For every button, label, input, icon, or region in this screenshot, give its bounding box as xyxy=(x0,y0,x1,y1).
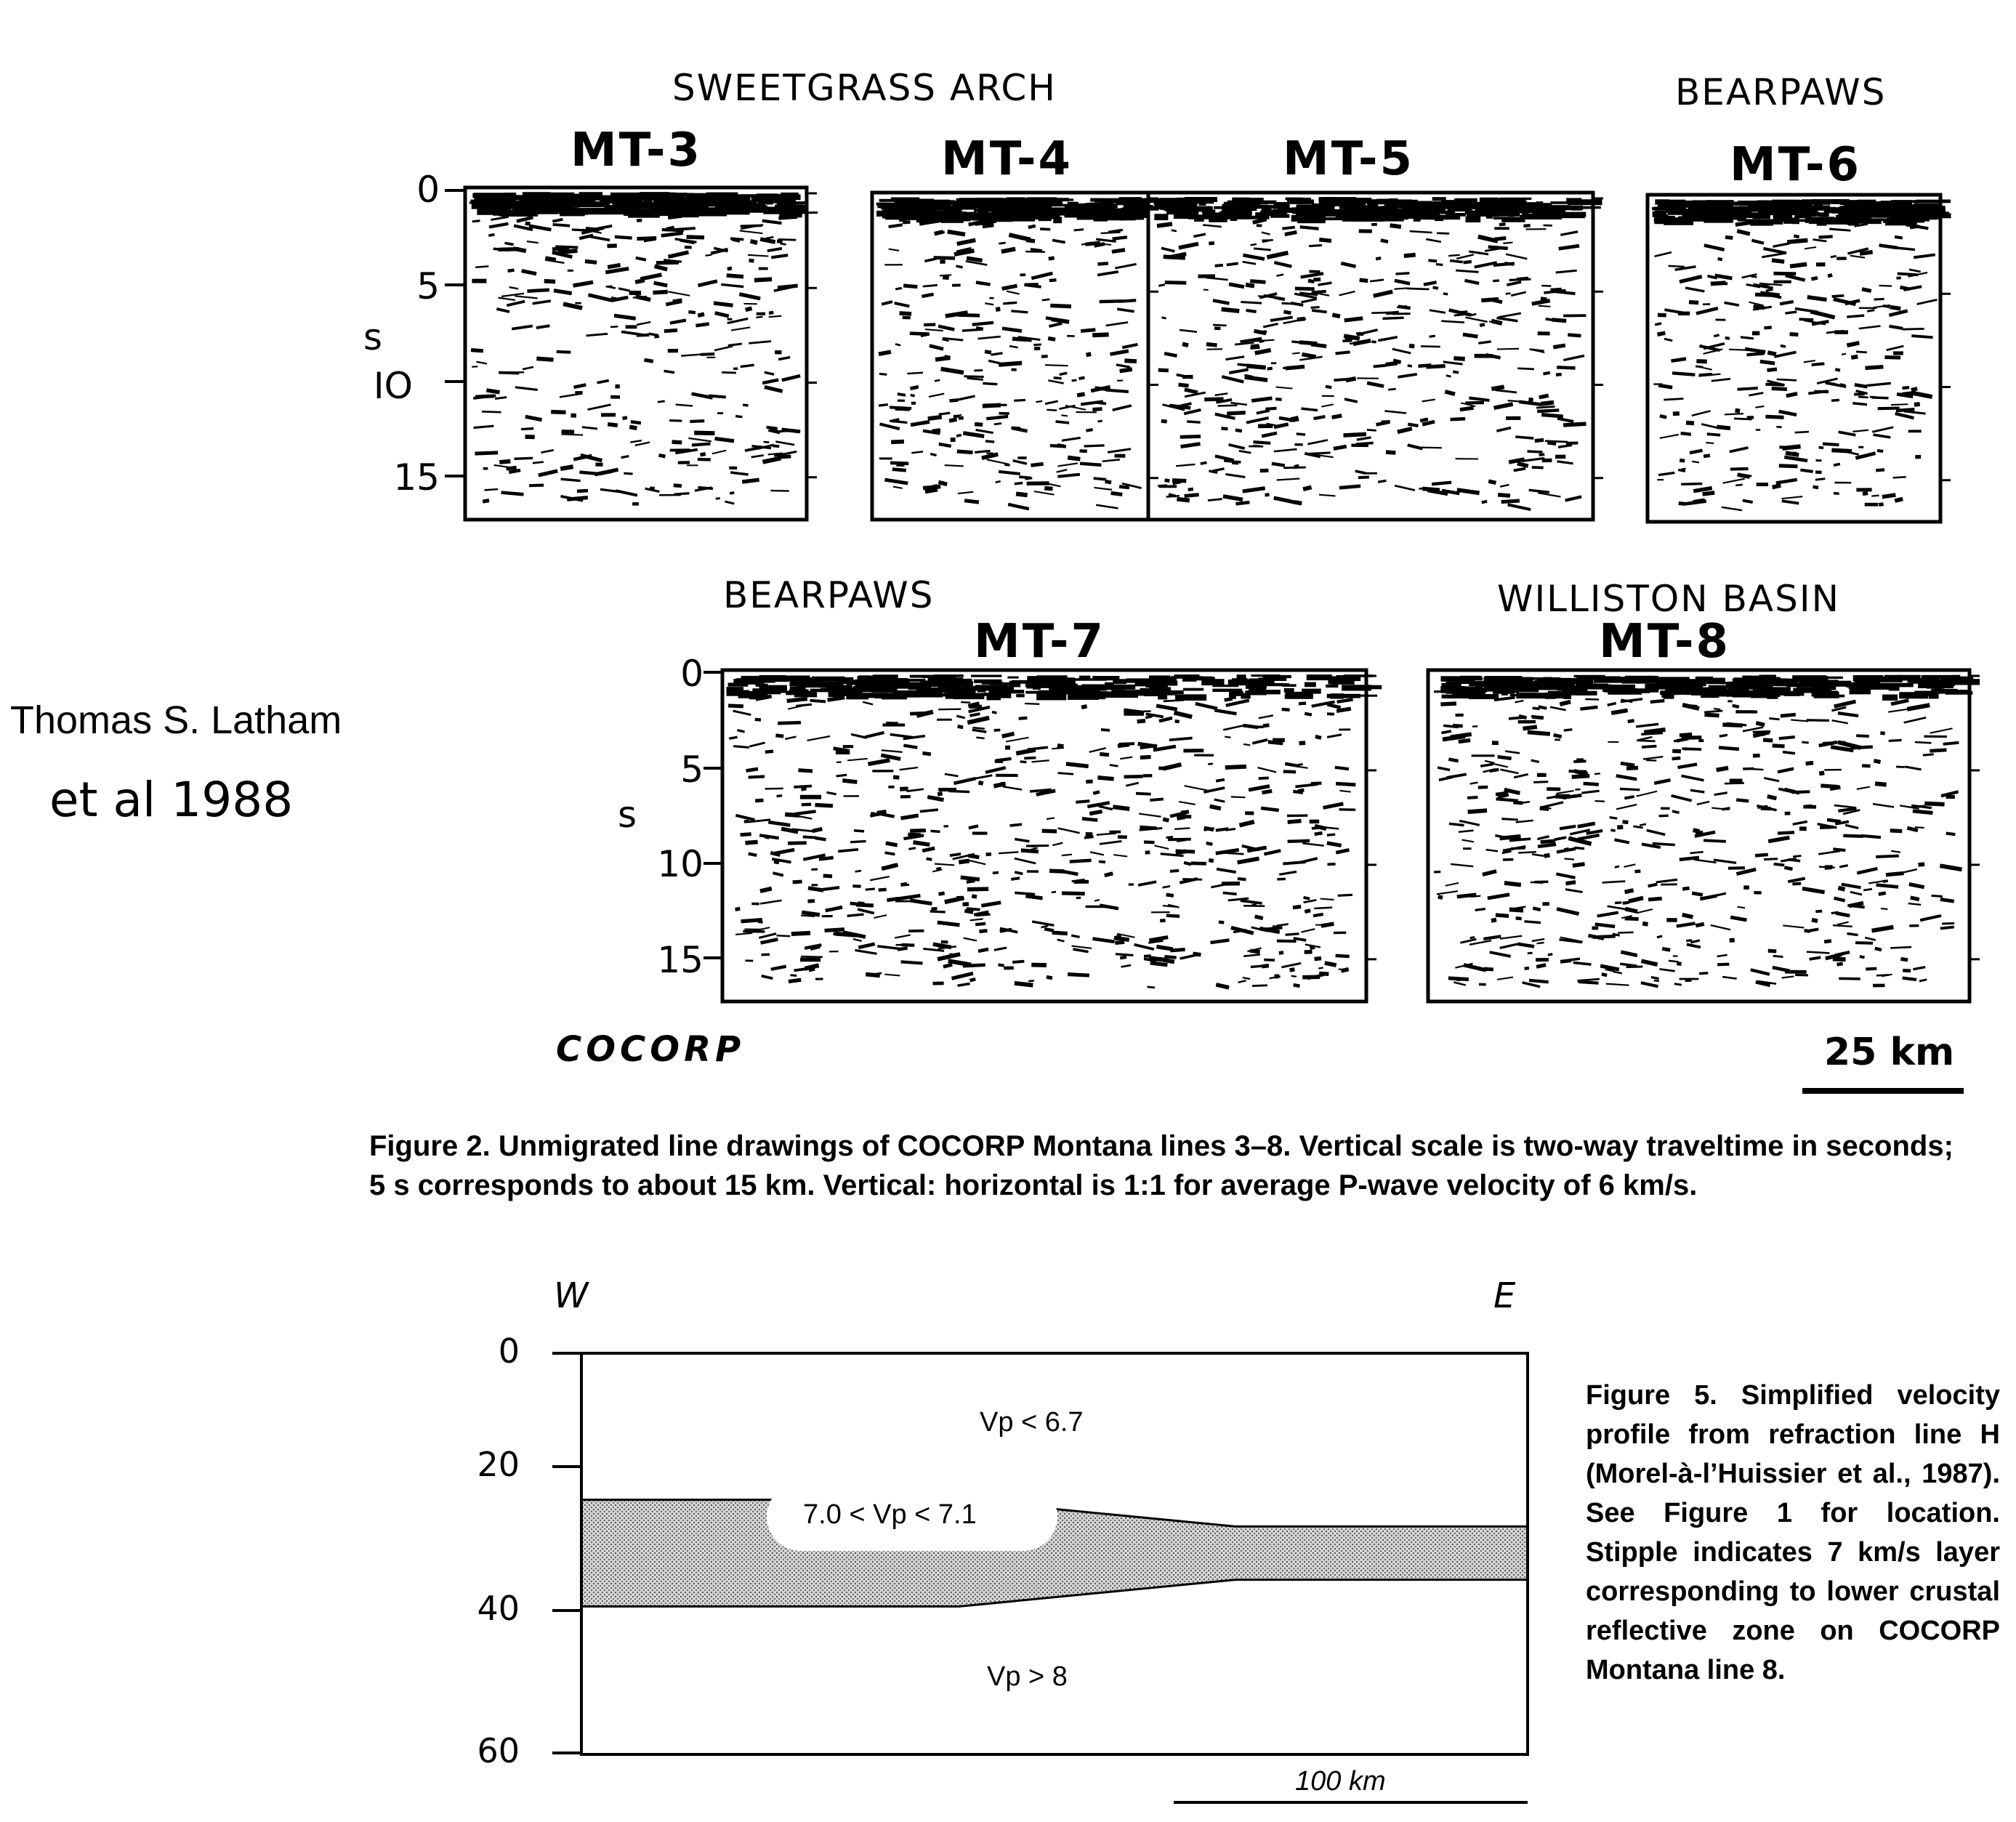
figure-5-caption: Figure 5. Simplified velocity profile from refraction line H (Morel-à-l’Huissier et al., 1987). See Figure 1 for location. Stipple indicates 7 km/s layer corresponding to lower crustal reflective zone on COCORP Montana line 8. xyxy=(1586,1380,2000,1685)
depth-tick-60: 60 xyxy=(477,1731,520,1770)
region-bearpaws-top: BEARPAWS xyxy=(1675,71,1887,113)
time-tick-15-top: 15 xyxy=(393,456,440,499)
cocorp-label: COCORP xyxy=(556,1029,746,1070)
seismic-panel-mt6 xyxy=(1652,199,1951,510)
seismic-panel-mt4 xyxy=(876,197,1164,509)
time-tick-10-bottom: 10 xyxy=(657,843,703,885)
upper-layer-label: Vp < 6.7 xyxy=(980,1407,1084,1438)
seismic-panel-frame-mt7 xyxy=(722,670,1366,1001)
east-label: E xyxy=(1493,1275,1516,1316)
time-tick-5-bottom: 5 xyxy=(680,749,703,791)
panel-title-mt6: MT-6 xyxy=(1730,138,1862,192)
depth-tick-0: 0 xyxy=(498,1331,520,1371)
scale-bar-label-100km: 100 km xyxy=(1295,1766,1386,1797)
time-unit-bottom: s xyxy=(618,794,637,836)
panel-title-mt4: MT-4 xyxy=(941,132,1073,186)
figure-2-caption: Figure 2. Unmigrated line drawings of COCORP Montana lines 3–8. Vertical scale is two-way traveltime in seconds; 5 s corresponds to about 15 km. Vertical: horizontal is 1:1 for average P-wave velocity of 6 km/s. xyxy=(369,1130,1953,1201)
time-tick-0-bottom: 0 xyxy=(680,653,703,695)
region-sweetgrass-arch: SWEETGRASS ARCH xyxy=(672,67,1057,109)
attribution-year: et al 1988 xyxy=(49,772,294,828)
time-tick-0-top: 0 xyxy=(416,169,440,211)
scale-bar-25km xyxy=(1802,1088,1964,1094)
depth-tick-40: 40 xyxy=(477,1589,520,1628)
panel-title-mt8: MT-8 xyxy=(1599,615,1731,669)
region-bearpaws-bottom: BEARPAWS xyxy=(723,574,935,616)
scale-bar-label-25km: 25 km xyxy=(1824,1031,1955,1074)
seismic-panel-mt7 xyxy=(727,674,1382,988)
middle-layer-label: 7.0 < Vp < 7.1 xyxy=(803,1499,977,1530)
panel-title-mt5: MT-5 xyxy=(1283,132,1415,186)
time-tick-5-top: 5 xyxy=(416,265,440,307)
depth-tick-20: 20 xyxy=(477,1445,520,1484)
seismic-panel-mt5 xyxy=(1154,197,1602,509)
lower-layer-label: Vp > 8 xyxy=(987,1661,1068,1692)
seismic-panel-mt8 xyxy=(1434,674,1980,986)
west-label: W xyxy=(554,1275,589,1316)
panel-title-mt7: MT-7 xyxy=(974,615,1106,669)
seismic-panel-frame-mt4 xyxy=(872,193,1148,520)
time-tick-10-top: IO xyxy=(373,365,413,407)
time-tick-15-bottom: 15 xyxy=(657,939,703,981)
panel-title-mt3: MT-3 xyxy=(570,124,703,177)
seismic-panel-mt3 xyxy=(469,192,818,504)
time-unit-top: s xyxy=(363,316,383,358)
attribution-author: Thomas S. Latham xyxy=(10,698,342,742)
region-williston-basin: WILLISTON BASIN xyxy=(1497,578,1840,620)
